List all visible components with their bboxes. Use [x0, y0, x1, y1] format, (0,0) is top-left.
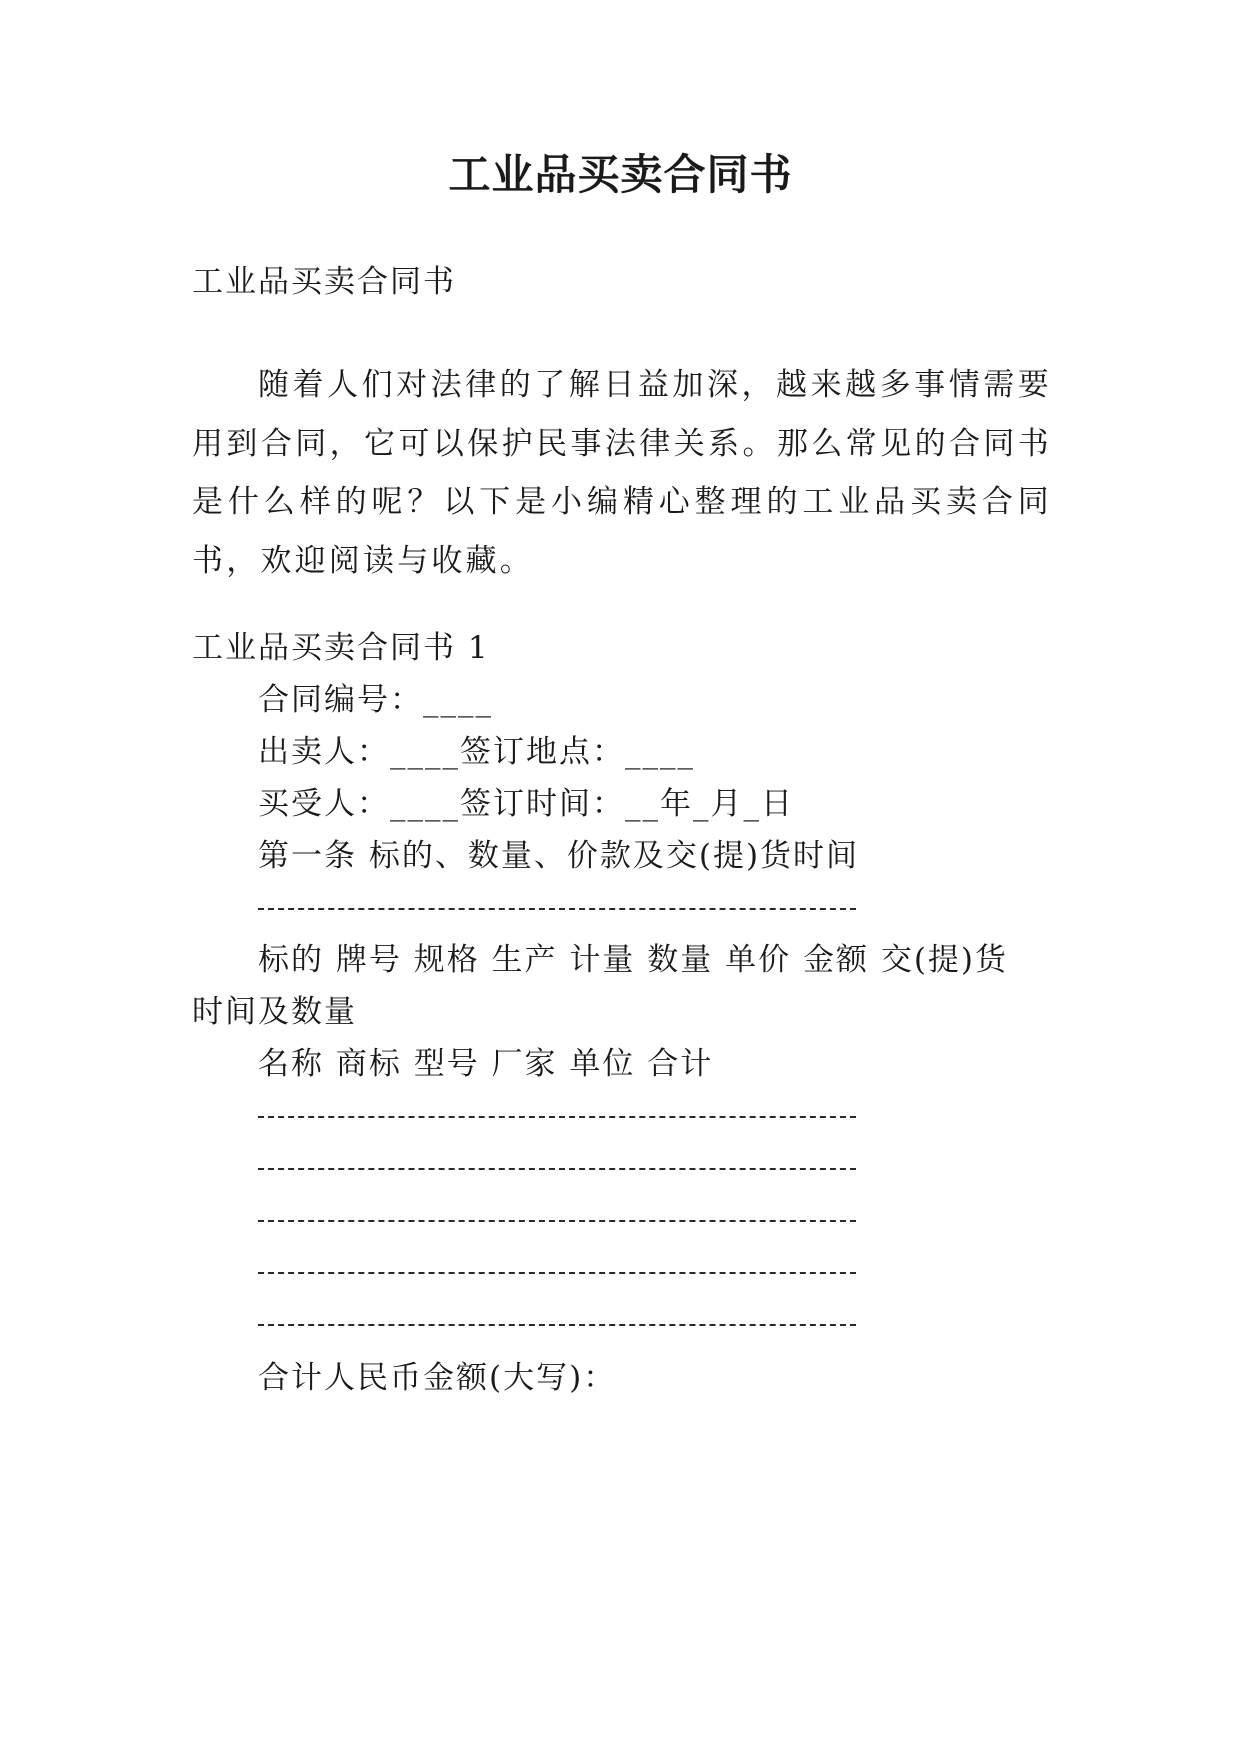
table-row-line: [258, 1324, 856, 1326]
article-one-heading: 第一条 标的、数量、价款及交(提)货时间: [258, 838, 860, 874]
table-row-line: [258, 1168, 856, 1170]
buyer-line: 买受人：____签订时间：__年_月_日: [258, 786, 794, 822]
table-header-row-2: 名称 商标 型号 厂家 单位 合计: [258, 1046, 714, 1082]
document-subtitle: 工业品买卖合同书: [192, 264, 456, 300]
total-amount-line: 合计人民币金额(大写)：: [258, 1360, 617, 1396]
separator-line: [258, 908, 856, 910]
table-row-line: [258, 1220, 856, 1222]
document-title: 工业品买卖合同书: [448, 150, 793, 199]
contract-number-line: 合同编号：____: [258, 682, 493, 718]
section-heading: 工业品买卖合同书 1: [192, 630, 490, 666]
intro-paragraph: 随着人们对法律的了解日益加深，越来越多事情需要用到合同，它可以保护民事法律关系。那么常见的合同书是什么样的呢？以下是小编精心整理的工业品买卖合同书，欢迎阅读与收藏。: [192, 367, 1052, 579]
table-row-line: [258, 1272, 856, 1274]
table-header-row-1-continued: 时间及数量: [192, 994, 357, 1030]
table-row-line: [258, 1116, 856, 1118]
table-header-row-1: 标的 牌号 规格 生产 计量 数量 单价 金额 交(提)货: [258, 942, 1009, 978]
seller-line: 出卖人：____签订地点：____: [258, 734, 695, 770]
